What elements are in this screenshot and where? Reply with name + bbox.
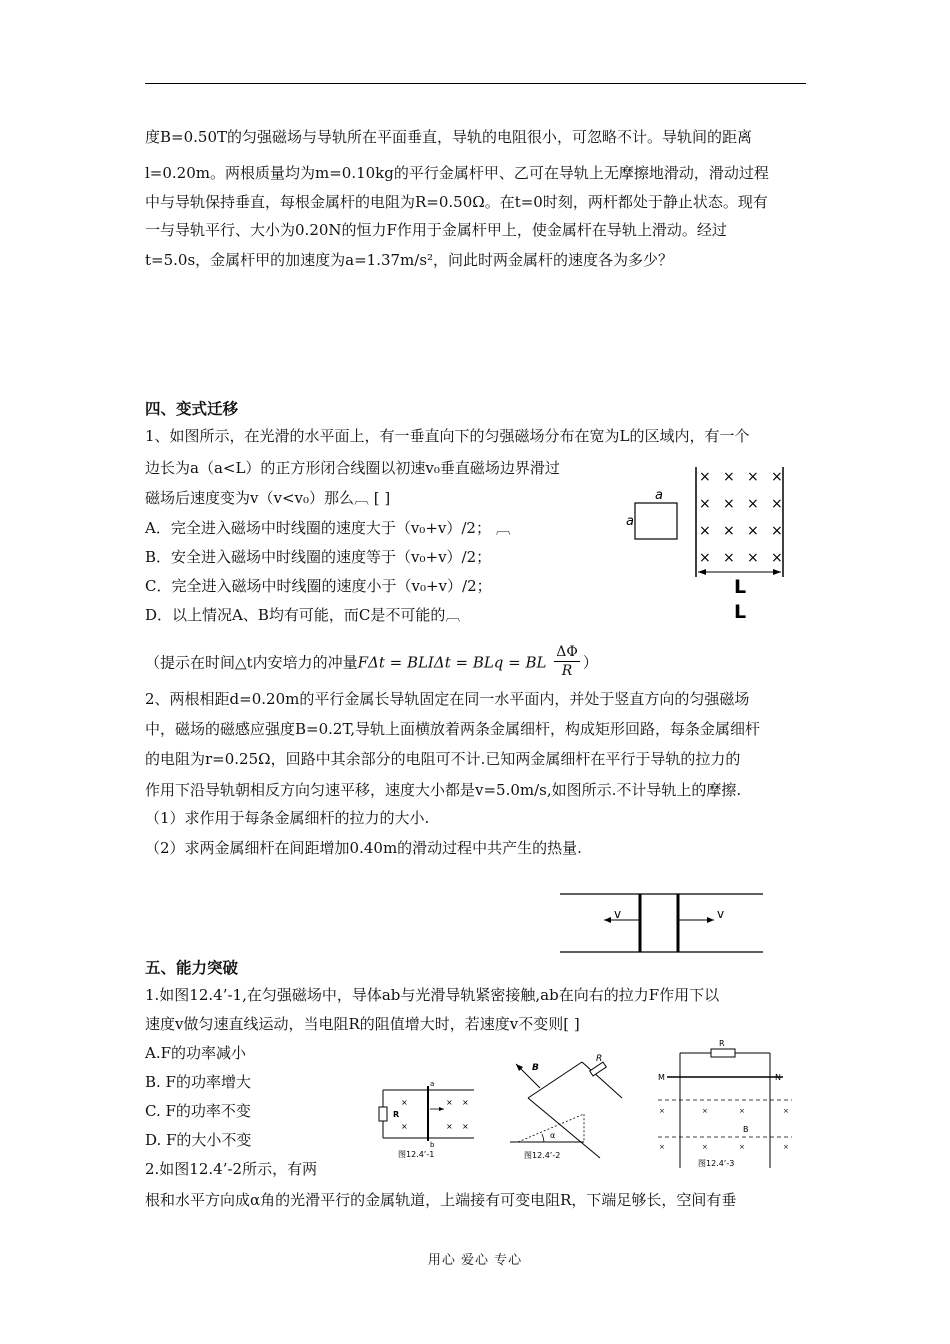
field-cross: × (699, 523, 711, 539)
p3-line-1: 度B=0.50T的匀强磁场与导轨所在平面垂直，导轨的电阻很小，可忽略不计。导轨间的距离 (145, 128, 752, 146)
s5q1-option-a: A.F的功率减小 (145, 1044, 247, 1062)
fig1-arrowhead (439, 1107, 444, 1111)
fig3-m-label: M (658, 1073, 665, 1082)
fig1-b-label: b (430, 1141, 435, 1149)
width-label: L (734, 576, 747, 598)
fig1-resistor (379, 1107, 387, 1121)
fig3-cross: × (739, 1107, 745, 1115)
s5q1-option-b: B. F的功率增大 (145, 1073, 251, 1091)
fig1-cross: × (462, 1122, 469, 1131)
coil-side-left-label: a (626, 514, 634, 529)
fig3-crosses (659, 1107, 789, 1151)
s5q1-option-c: C. F的功率不变 (145, 1102, 251, 1120)
field-cross: × (699, 550, 711, 566)
s5q1-line-1: 1.如图12.4’-1,在匀强磁场中，导体ab与光滑导轨紧密接触,ab在向右的拉力F作用下以 (145, 986, 720, 1004)
dimension-arrow-left (698, 569, 706, 575)
fig1-caption: 图12.4’-1 (398, 1150, 435, 1159)
coil-side-top-label: a (655, 488, 663, 503)
header-rule (145, 83, 806, 84)
velocity-left-label: v (614, 907, 622, 921)
s4q2-line-1: 2、两根相距d=0.20m的平行金属长导轨固定在同一水平面内，并处于竖直方向的匀强磁场 (145, 690, 750, 708)
p3-line-5: t=5.0s，金属杆甲的加速度为a=1.37m/s²，问此时两金属杆的速度各为多少？ (145, 251, 674, 269)
s4q2-line-6: （2）求两金属细杆在间距增加0.40m的滑动过程中共产生的热量. (145, 839, 582, 857)
s4q1-line-2: 边长为a（a<L）的正方形闭合线圈以初速v₀垂直磁场边界滑过 (145, 459, 560, 477)
fig2-angle-arc (542, 1134, 544, 1142)
field-cross: × (723, 496, 735, 512)
s4q1-line-3: 磁场后速度变为v（v<v₀）那么︹ [ ] (145, 489, 391, 507)
s4q1-hint (145, 645, 598, 682)
s5q1-option-d: D. F的大小不变 (145, 1131, 252, 1149)
fig3-r-label: R (719, 1039, 725, 1048)
s4q2-line-5: （1）求作用于每条金属细杆的拉力的大小. (145, 809, 430, 827)
hint-numerator: ΔΦ (556, 644, 578, 660)
fig1-cross: × (462, 1098, 469, 1107)
field-cross: × (747, 469, 759, 485)
s4q1-option-a: A．完全进入磁场中时线圈的速度大于（v₀+v）/2； ︹ (145, 519, 511, 537)
field-cross: × (771, 523, 783, 539)
hint-denominator: R (561, 663, 573, 679)
s4q1-option-b: B．安全进入磁场中时线圈的速度等于（v₀+v）/2； (145, 548, 492, 566)
field-cross: × (747, 523, 759, 539)
field-cross: × (771, 469, 783, 485)
fig1-cross: × (401, 1098, 408, 1107)
field-cross: × (723, 523, 735, 539)
s5q2-line-2: 根和水平方向成α角的光滑平行的金属轨道，上端接有可变电阻R，下端足够长，空间有垂 (145, 1191, 737, 1209)
s5q1-line-2: 速度v做匀速直线运动，当电阻R的阻值增大时，若速度v不变则[ ] (145, 1015, 580, 1033)
fig3-cross: × (783, 1107, 789, 1115)
fig1-a-label: a (430, 1080, 435, 1088)
fig3-b-label: B (743, 1125, 749, 1134)
velocity-arrowhead-right (707, 917, 714, 923)
field-cross: × (723, 469, 735, 485)
fig3-cross: × (659, 1107, 665, 1115)
fig3-n-label: N (775, 1073, 781, 1082)
fig3-cross: × (783, 1143, 789, 1151)
fig1-cross: × (446, 1122, 453, 1131)
fig3-resistor (711, 1049, 735, 1057)
velocity-arrowhead-left (604, 917, 611, 923)
field-crosses (699, 469, 783, 566)
width-label-repeat: L (734, 601, 747, 623)
figure-two-rods (560, 890, 765, 960)
figure-12-4-1 (378, 1080, 488, 1161)
velocity-right-label: v (717, 907, 725, 921)
fig2-alpha-label: α (550, 1131, 556, 1140)
p3-line-4: 一与导轨平行、大小为0.20N的恒力F作用于金属杆甲上，使金属杆在导轨上滑动。经过 (145, 221, 727, 239)
field-cross: × (747, 496, 759, 512)
s4q2-line-4: 作用下沿导轨朝相反方向匀速平移，速度大小都是v=5.0m/s,如图所示.不计导轨上的摩擦. (145, 781, 742, 799)
page-footer: 用心 爱心 专心 (427, 1253, 523, 1268)
field-cross: × (699, 469, 711, 485)
section5-heading: 五、能力突破 (145, 959, 239, 977)
fig1-cross: × (401, 1122, 408, 1131)
hint-suffix: ） (582, 653, 598, 672)
square-coil (635, 503, 677, 539)
hint-formula: FΔt = BLIΔt = BLq = BL (357, 653, 547, 672)
s4q2-line-2: 中，磁场的磁感应强度B=0.2T,导轨上面横放着两条金属细杆，构成矩形回路，每条金属细杆 (145, 720, 761, 738)
field-cross: × (771, 496, 783, 512)
s4q2-line-3: 的电阻为r=0.25Ω，回路中其余部分的电阻可不计.已知两金属细杆在平行于导轨的拉力的 (145, 750, 741, 768)
hint-prefix: （提示在时间△t内安培力的冲量 (145, 653, 358, 672)
fig2-caption: 图12.4’-2 (524, 1151, 561, 1160)
section4-heading: 四、变式迁移 (145, 400, 239, 418)
figure-coil-field (620, 465, 800, 625)
p3-line-3: 中与导轨保持垂直，每根金属杆的电阻为R=0.50Ω。在t=0时刻，两杆都处于静止状态。现有 (145, 193, 768, 211)
s4q1-line-1: 1、如图所示，在光滑的水平面上，有一垂直向下的匀强磁场分布在宽为L的区域内，有一个 (145, 427, 750, 445)
figure-12-4-2 (510, 1050, 630, 1162)
fig3-caption: 图12.4’-3 (698, 1159, 735, 1168)
s4q1-option-c: C．完全进入磁场中时线圈的速度小于（v₀+v）/2； (145, 577, 492, 595)
fig1-cross: × (446, 1098, 453, 1107)
fig3-cross: × (702, 1107, 708, 1115)
field-cross: × (723, 550, 735, 566)
fig1-r-label: R (393, 1110, 400, 1119)
fig1-crosses (401, 1098, 469, 1131)
p3-line-2: l=0.20m。两根质量均为m=0.10kg的平行金属杆甲、乙可在导轨上无摩擦地滑动，滑动过程 (145, 164, 769, 182)
hint-fraction (554, 643, 580, 680)
fig2-rail-left (528, 1098, 600, 1158)
fig2-b-label: B (532, 1063, 539, 1073)
s5q2-line-1: 2.如图12.4’-2所示，有两 (145, 1160, 318, 1178)
field-cross: × (699, 496, 711, 512)
field-cross: × (771, 550, 783, 566)
dimension-arrow-right (773, 569, 781, 575)
fig3-cross: × (659, 1143, 665, 1151)
field-cross: × (747, 550, 759, 566)
fig3-cross: × (702, 1143, 708, 1151)
fig2-resistor (590, 1062, 607, 1076)
fig3-cross: × (739, 1143, 745, 1151)
fig2-r-label: R (596, 1054, 603, 1064)
s4q1-option-d: D．以上情况A、B均有可能，而C是不可能的︹ (145, 606, 461, 624)
figure-12-4-3 (655, 1036, 795, 1170)
